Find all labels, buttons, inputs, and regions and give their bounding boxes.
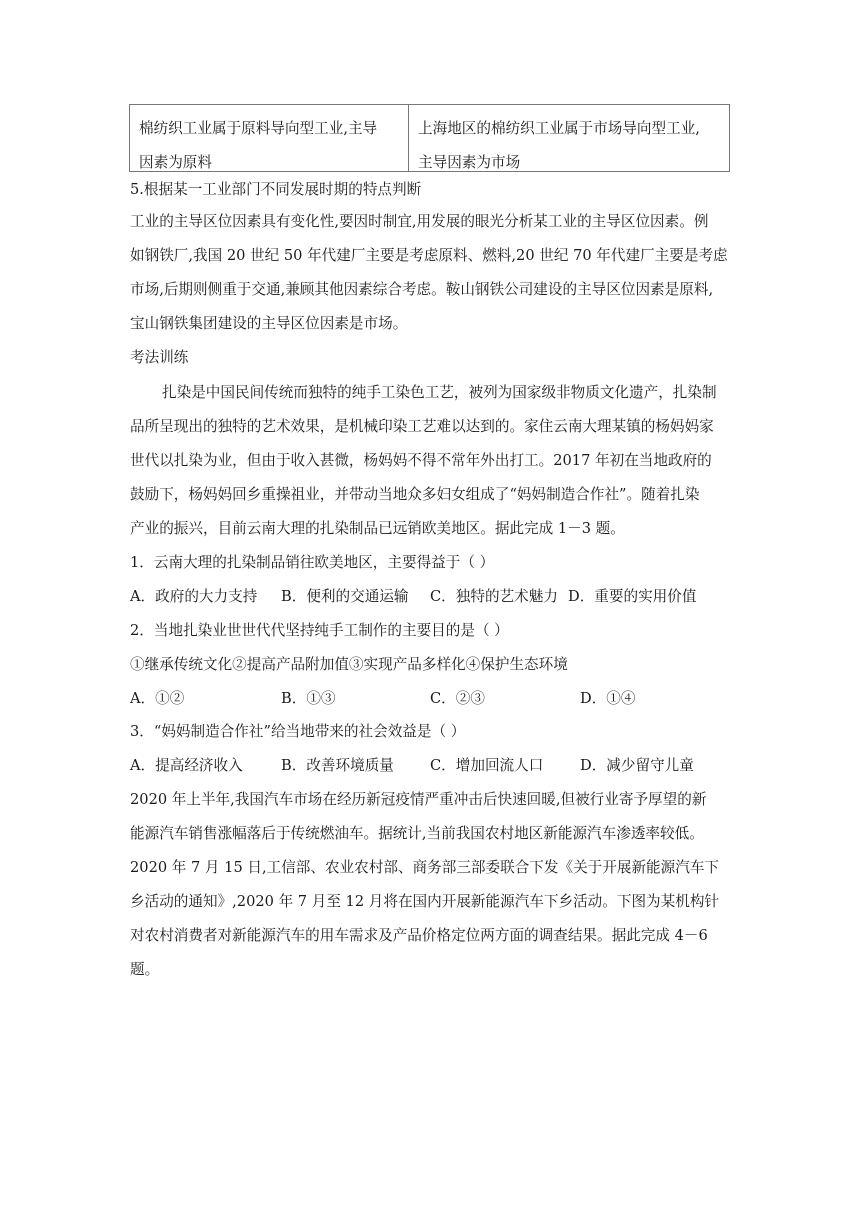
q1-option-a: A．政府的大力支持: [130, 588, 258, 605]
table-cell-line: 因素为原料: [139, 154, 212, 171]
passage-line: 题。: [130, 961, 160, 978]
question-2-choices: ①继承传统文化②提高产品附加值③实现产品多样化④保护生态环境: [130, 656, 568, 673]
section-heading: 5.根据某一工业部门不同发展时期的特点判断: [130, 181, 422, 198]
q1-option-c: C．独特的艺术魅力: [430, 588, 558, 605]
paragraph-line: 工业的主导区位因素具有变化性,要因时制宜,用发展的眼光分析某工业的主导区位因素。例: [130, 213, 709, 230]
paragraph-line: 如钢铁厂,我国 20 世纪 50 年代建厂主要是考虑原料、燃料,20 世纪 70 年代建厂主要是考虑: [130, 247, 728, 264]
passage-line: 2020 年上半年,我国汽车市场在经历新冠疫情严重冲击后快速回暖,但被行业寄予厚望的新: [130, 791, 707, 808]
q1-option-d: D．重要的实用价值: [568, 588, 697, 605]
passage-line: 乡活动的通知》,2020 年 7 月至 12 月将在国内开展新能源汽车下乡活动。下图为某机构针: [130, 893, 720, 910]
passage-line: 品所呈现出的独特的艺术效果，是机械印染工艺难以达到的。家住云南大理某镇的杨妈妈家: [130, 418, 714, 435]
training-heading: 考法训练: [130, 349, 189, 366]
comparison-table: [129, 104, 730, 172]
passage-line: 产业的振兴，目前云南大理的扎染制品已远销欧美地区。据此完成 1－3 题。: [130, 520, 625, 537]
q3-option-b: B．改善环境质量: [281, 757, 394, 774]
question-3-stem: 3．“妈妈制造合作社”给当地带来的社会效益是（ ）: [130, 723, 466, 740]
q2-option-d: D．①④: [580, 690, 636, 707]
passage-line: 对农村消费者对新能源汽车的用车需求及产品价格定位两方面的调查结果。据此完成 4－6: [130, 927, 708, 944]
passage-line: 扎染是中国民间传统而独特的纯手工染色工艺，被列为国家级非物质文化遗产，扎染制: [162, 384, 717, 401]
passage-line: 世代以扎染为业，但由于收入甚微，杨妈妈不得不常年外出打工。2017 年初在当地政府的: [130, 452, 712, 469]
q3-option-a: A．提高经济收入: [130, 757, 243, 774]
q3-option-d: D．减少留守儿童: [580, 757, 694, 774]
table-cell-line: 主导因素为市场: [418, 154, 521, 171]
q1-option-b: B．便利的交通运输: [281, 588, 409, 605]
q2-option-b: B．①③: [281, 690, 336, 707]
paragraph-line: 市场,后期则侧重于交通,兼顾其他因素综合考虑。鞍山钢铁公司建设的主导区位因素是原料,: [130, 281, 714, 298]
passage-line: 2020 年 7 月 15 日,工信部、农业农村部、商务部三部委联合下发《关于开展新能源汽车下: [130, 859, 720, 876]
table-cell-right: [409, 105, 729, 171]
paragraph-line: 宝山钢铁集团建设的主导区位因素是市场。: [130, 315, 408, 332]
q2-option-a: A．①②: [130, 690, 185, 707]
q2-option-c: C．②③: [430, 690, 485, 707]
question-2-stem: 2．当地扎染业世世代代坚持纯手工制作的主要目的是（ ）: [130, 622, 509, 639]
q3-option-c: C．增加回流人口: [430, 757, 544, 774]
question-1-stem: 1．云南大理的扎染制品销往欧美地区，主要得益于（ ）: [130, 554, 495, 571]
table-cell-left: [130, 105, 409, 171]
table-cell-line: 棉纺织工业属于原料导向型工业,主导: [139, 120, 378, 137]
table-cell-line: 上海地区的棉纺织工业属于市场导向型工业,: [418, 120, 700, 137]
passage-line: 鼓励下，杨妈妈回乡重操祖业，并带动当地众多妇女组成了“妈妈制造合作社”。随着扎染: [130, 486, 700, 503]
passage-line: 能源汽车销售涨幅落后于传统燃油车。据统计,当前我国农村地区新能源汽车渗透率较低。: [130, 825, 704, 842]
